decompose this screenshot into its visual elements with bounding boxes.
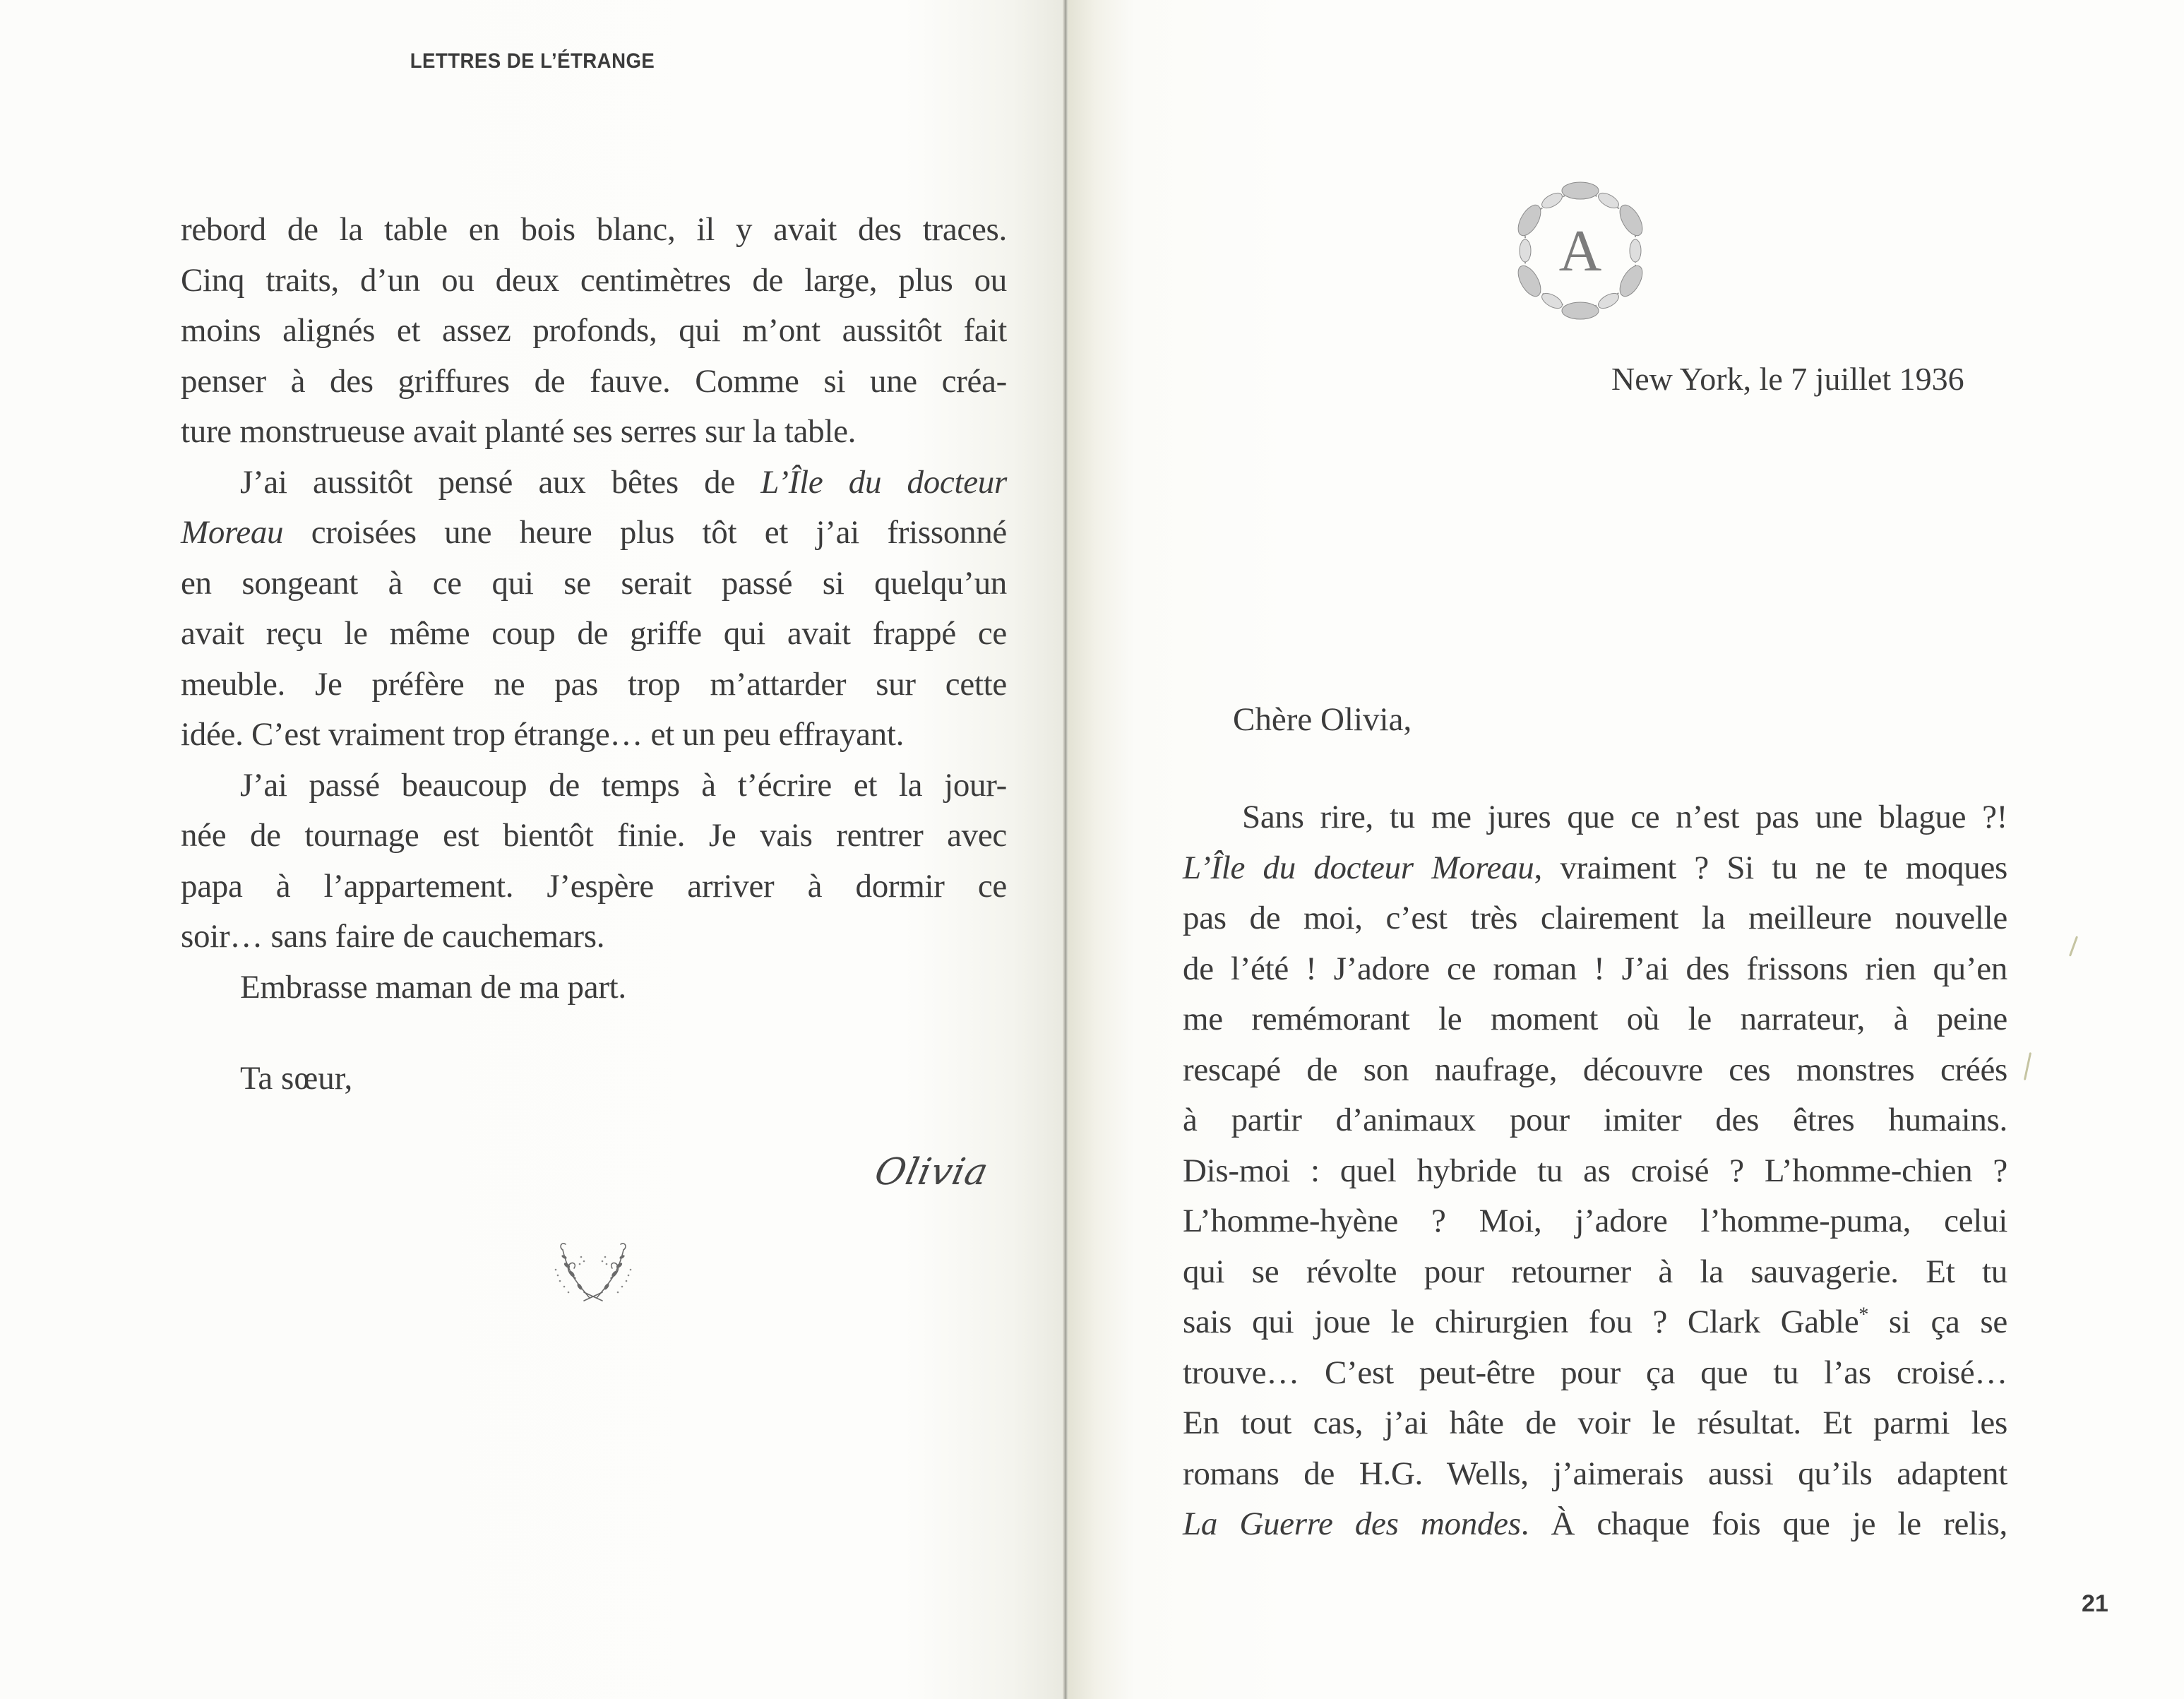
text-line: avait reçu le même coup de griffe qui avait frappé ce (181, 615, 1007, 652)
text-line: née de tournage est bientôt finie. Je vais rentrer avec (181, 817, 1007, 854)
letter-closing: Ta sœur, (240, 1060, 353, 1097)
text-line (1183, 1297, 2007, 1348)
text-line: ture monstrueuse avait planté ses serres sur la table. (181, 413, 857, 450)
text-run: si ça se (1868, 1304, 2007, 1340)
text-run: , vraiment ? Si tu ne te moques (1534, 849, 2007, 886)
text-line (1183, 1499, 2007, 1550)
floral-vignette-icon (519, 1236, 667, 1306)
right-body-text (1183, 792, 2007, 1550)
text-line: à partir d’animaux pour imiter des êtres humains. (1183, 1102, 2007, 1138)
text-line: Sans rire, tu me jures que ce n’est pas une blague ?! (1242, 799, 2007, 835)
text-line: penser à des griffures de fauve. Comme si une créa- (181, 362, 1007, 400)
letter-salutation: Chère Olivia, (1233, 701, 1412, 738)
text-line (181, 458, 1007, 508)
text-line: papa à l’appartement. J’espère arriver à dormir ce (181, 867, 1007, 905)
text-line: Cinq traits, d’un ou deux centimètres de large, plus ou (181, 261, 1007, 299)
monogram-ornament (1510, 177, 1651, 325)
book-title: La Guerre des mondes (1183, 1506, 1521, 1542)
text-line: de l’été ! J’adore ce roman ! J’ai des frissons rien qu’en (1183, 950, 2007, 987)
monogram-letter: A (1558, 217, 1602, 284)
text-line: Dis-moi : quel hybride tu as croisé ? L’homme-chien ? (1183, 1152, 2007, 1189)
footnote-marker: * (1858, 1304, 1869, 1326)
text-line: moins alignés et assez profonds, qui m’ont aussitôt fait (181, 312, 1007, 349)
text-line: en songeant à ce qui se serait passé si quelqu’un (181, 564, 1007, 602)
text-run: . À chaque fois que je le relis, (1520, 1506, 2008, 1542)
text-run: J’ai aussitôt pensé aux bêtes de (240, 463, 761, 501)
text-run: croisées une heure plus tôt et j’ai frissonné (283, 514, 1007, 551)
text-line: me remémorant le moment où le narrateur, à peine (1183, 1001, 2007, 1037)
text-line: soir… sans faire de cauchemars. (181, 918, 605, 955)
book-title: Moreau (181, 514, 284, 551)
text-line: trouve… C’est peut-être pour ça que tu l’as croisé… (1183, 1354, 2007, 1391)
page-number: 21 (2082, 1590, 2108, 1617)
book-title: L’Île du docteur Moreau (1183, 849, 1534, 886)
text-line: Embrasse maman de ma part. (240, 968, 626, 1006)
text-run: sais qui joue le chirurgien fou ? Clark Gable (1183, 1304, 1859, 1340)
running-head: LETTRES DE L’ÉTRANGE (410, 49, 655, 73)
text-line: meuble. Je préfère ne pas trop m’attarder sur cette (181, 665, 1007, 703)
letter-signature: Olivia (871, 1151, 993, 1193)
text-line: romans de H.G. Wells, j’aimerais aussi qu’ils adaptent (1183, 1455, 2007, 1492)
text-line (1183, 843, 2007, 894)
book-title: L’Île du docteur (760, 463, 1007, 501)
left-body-text (181, 205, 1007, 1013)
letter-dateline: New York, le 7 juillet 1936 (1611, 361, 1964, 397)
text-line: qui se révolte pour retourner à la sauvagerie. Et tu (1183, 1253, 2007, 1290)
text-line: L’homme-hyène ? Moi, j’adore l’homme-puma, celui (1183, 1203, 2007, 1239)
text-line: rebord de la table en bois blanc, il y avait des traces. (181, 211, 1007, 248)
text-line: idée. C’est vraiment trop étrange… et un peu effrayant. (181, 716, 905, 753)
text-line: rescapé de son naufrage, découvre ces monstres créés (1183, 1051, 2007, 1088)
text-line: J’ai passé beaucoup de temps à t’écrire et la jour- (240, 766, 1007, 804)
text-line: pas de moi, c’est très clairement la meilleure nouvelle (1183, 900, 2007, 936)
text-line (181, 508, 1007, 559)
text-line: En tout cas, j’ai hâte de voir le résultat. Et parmi les (1183, 1405, 2007, 1441)
left-page (0, 0, 1065, 1699)
